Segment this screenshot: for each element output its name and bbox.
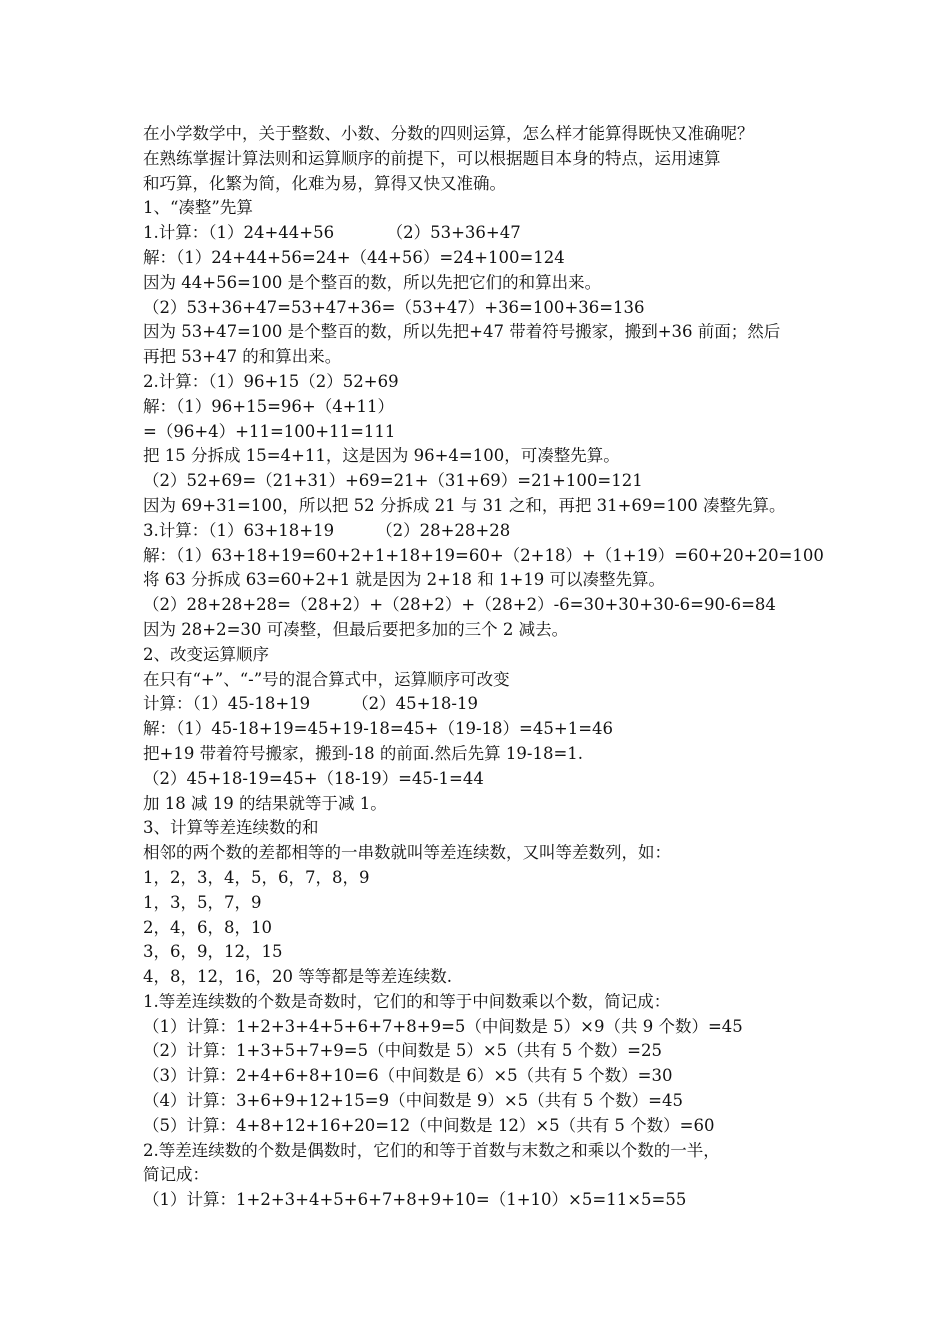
text-line: 1，2，3，4，5，6，7，8，9: [143, 867, 370, 887]
text-line: 再把 53+47 的和算出来。: [143, 347, 342, 367]
text-line: （2）53+36+47=53+47+36=（53+47）+36=100+36=136: [143, 297, 645, 317]
text-line: 计算：（1）45-18+19 （2）45+18-19: [143, 694, 478, 714]
text-line: 和巧算，化繁为简，化难为易，算得又快又准确。: [143, 173, 506, 193]
text-line: 简记成：: [143, 1165, 209, 1185]
text-line: 在熟练掌握计算法则和运算顺序的前提下，可以根据题目本身的特点，运用速算: [143, 148, 721, 168]
text-line: （4）计算：3+6+9+12+15=9（中间数是 9）×5（共有 5 个数）=45: [143, 1091, 683, 1111]
text-line: 3、计算等差连续数的和: [143, 818, 319, 838]
text-line: 因为 53+47=100 是个整百的数，所以先把+47 带着符号搬家，搬到+36 前面；然后: [143, 322, 781, 342]
text-line: 2，4，6，8，10: [143, 917, 272, 937]
text-line: （2）计算：1+3+5+7+9=5（中间数是 5）×5（共有 5 个数）=25: [143, 1041, 662, 1061]
text-line: 3.计算：（1）63+18+19 （2）28+28+28: [143, 520, 511, 540]
text-line: （1）计算：1+2+3+4+5+6+7+8+9=5（中间数是 5）×9（共 9 个数）=45: [143, 1016, 743, 1036]
text-line: （5）计算：4+8+12+16+20=12（中间数是 12）×5（共有 5 个数）=60: [143, 1115, 715, 1135]
text-line: 因为 28+2=30 可凑整，但最后要把多加的三个 2 减去。: [143, 619, 569, 639]
text-line: 1，3，5，7，9: [143, 892, 262, 912]
text-line: 把+19 带着符号搬家，搬到-18 的前面.然后先算 19-18=1.: [143, 743, 584, 763]
document-body: [143, 122, 823, 1213]
text-line: 加 18 减 19 的结果就等于减 1。: [143, 793, 387, 813]
text-line: 4，8，12，16，20 等等都是等差连续数.: [143, 967, 452, 987]
text-line: 解：（1）45-18+19=45+19-18=45+（19-18）=45+1=46: [143, 719, 614, 739]
text-line: =（96+4）+11=100+11=111: [143, 421, 396, 441]
text-line: 2、改变运算顺序: [143, 644, 269, 664]
text-line: 1.计算：（1）24+44+56 （2）53+36+47: [143, 223, 521, 243]
text-line: 2.计算：（1）96+15（2）52+69: [143, 371, 399, 391]
text-line: 解：（1）24+44+56=24+（44+56）=24+100=124: [143, 247, 565, 267]
text-line: 3，6，9，12，15: [143, 942, 283, 962]
text-line: （2）28+28+28=（28+2）+（28+2）+（28+2）-6=30+30+30-6=90-6=84: [143, 595, 776, 615]
text-line: （2）52+69=（21+31）+69=21+（31+69）=21+100=121: [143, 471, 643, 491]
text-line: 因为 44+56=100 是个整百的数，所以先把它们的和算出来。: [143, 272, 602, 292]
text-line: 1、“凑整”先算: [143, 198, 253, 218]
text-line: 在只有“+”、“-”号的混合算式中，运算顺序可改变: [143, 669, 510, 689]
text-line: 解：（1）63+18+19=60+2+1+18+19=60+（2+18）+（1+19）=60+20+20=100: [143, 545, 824, 565]
text-line: 因为 69+31=100，所以把 52 分拆成 21 与 31 之和，再把 31+69=100 凑整先算。: [143, 495, 786, 515]
text-line: 1.等差连续数的个数是奇数时，它们的和等于中间数乘以个数，简记成：: [143, 991, 671, 1011]
text-line: 将 63 分拆成 63=60+2+1 就是因为 2+18 和 1+19 可以凑整先算。: [143, 570, 666, 590]
text-line: 相邻的两个数的差都相等的一串数就叫等差连续数，又叫等差数列，如：: [143, 843, 671, 863]
text-line: 2.等差连续数的个数是偶数时，它们的和等于首数与末数之和乘以个数的一半，: [143, 1140, 720, 1160]
text-line: 在小学数学中，关于整数、小数、分数的四则运算，怎么样才能算得既快又准确呢？: [143, 124, 754, 143]
text-line: （1）计算：1+2+3+4+5+6+7+8+9+10=（1+10）×5=11×5=55: [143, 1190, 687, 1210]
text-line: （2）45+18-19=45+（18-19）=45-1=44: [143, 768, 484, 788]
text-line: 把 15 分拆成 15=4+11，这是因为 96+4=100，可凑整先算。: [143, 446, 620, 466]
text-line: （3）计算：2+4+6+8+10=6（中间数是 6）×5（共有 5 个数）=30: [143, 1066, 673, 1086]
text-line: 解：（1）96+15=96+（4+11）: [143, 396, 395, 416]
